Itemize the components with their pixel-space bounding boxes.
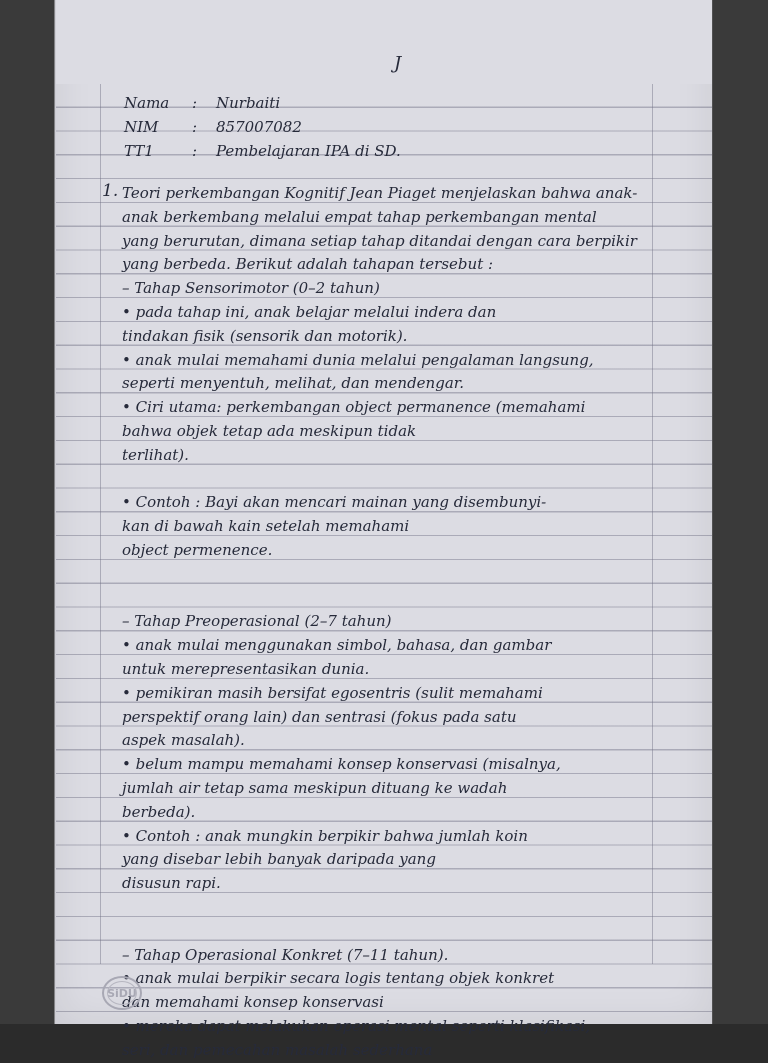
- answer-line: disusun rapi.: [122, 874, 221, 893]
- name-label: Nama: [124, 94, 170, 112]
- tt-value: Pembelajaran IPA di SD.: [216, 142, 401, 160]
- answer-line: kan di bawah kain setelah memahami: [122, 517, 410, 536]
- tt-colon: :: [192, 142, 198, 160]
- name-colon: :: [192, 94, 198, 112]
- page-top-margin: [56, 0, 712, 84]
- answer-line: – Tahap Preoperasional (2–7 tahun): [122, 612, 392, 631]
- notebook-brand-logo: [102, 976, 142, 1010]
- answer-line: Teori perkembangan Kognitif Jean Piaget menjelaskan bahwa anak-: [122, 184, 638, 202]
- answer-line: object permenence.: [122, 541, 273, 559]
- answer-line: • Ciri utama: perkembangan object permanence (memahami: [122, 398, 586, 417]
- answer-line: tindakan fisik (sensorik dan motorik).: [122, 326, 408, 345]
- answer-line: • anak mulai berpikir secara logis tentang objek konkret: [122, 969, 555, 988]
- name-value: Nurbaiti: [216, 94, 281, 112]
- answer-line: • Contoh : anak mungkin berpikir bahwa jumlah koin: [122, 826, 528, 845]
- answer-line: berbeda).: [122, 802, 196, 821]
- answer-line: yang berbeda. Berikut adalah tahapan tersebut :: [122, 255, 494, 274]
- right-margin-line: [652, 84, 653, 964]
- nim-value: 857007082: [216, 118, 302, 136]
- notebook-page: [56, 0, 712, 1059]
- nim-colon: :: [192, 118, 198, 136]
- answer-line: yang berurutan, dimana setiap tahap ditandai dengan cara berpikir: [122, 231, 637, 250]
- answer-line: seperti menyentuh, melihat, dan mendengar.: [122, 374, 465, 393]
- answer-line: • mereka dapat melakukan operasi mental seperti klasifikasi,: [122, 1017, 591, 1035]
- answer-line: • belum mampu memahami konsep konservasi (misalnya,: [122, 755, 561, 774]
- answer-line: – Tahap Operasional Konkret (7–11 tahun).: [122, 945, 449, 964]
- logo-text: SiDU: [107, 986, 137, 1000]
- question-number: 1.: [102, 181, 119, 201]
- answer-line: jumlah air tetap sama meskipun dituang ke wadah: [122, 779, 508, 797]
- answer-line: anak berkembang melalui empat tahap perkembangan mental: [122, 207, 597, 226]
- answer-line: • anak mulai memahami dunia melalui pengalaman langsung,: [122, 350, 594, 369]
- page-mark: J: [394, 53, 402, 74]
- answer-line: bahwa objek tetap ada meskipun tidak: [122, 422, 417, 440]
- answer-line: seri, dan pemecahan masalah sederhana: [122, 1040, 433, 1059]
- answer-line: aspek masalah).: [122, 731, 245, 750]
- left-margin-line: [100, 84, 101, 964]
- answer-line: dan memahami konsep konservasi: [122, 993, 384, 1012]
- answer-line: • Contoh : Bayi akan mencari mainan yang disembunyi-: [122, 493, 547, 512]
- answer-line: • pada tahap ini, anak belajar melalui indera dan: [122, 303, 497, 321]
- nim-label: NIM: [124, 118, 159, 136]
- answer-line: • anak mulai menggunakan simbol, bahasa, dan gambar: [122, 636, 552, 655]
- tt-label: TT1: [124, 142, 154, 160]
- logo-ring: [107, 981, 137, 1005]
- answer-line: untuk merepresentasikan dunia.: [122, 660, 370, 678]
- answer-line: yang disebar lebih banyak daripada yang: [122, 850, 436, 869]
- answer-line: – Tahap Sensorimotor (0–2 tahun): [122, 279, 380, 298]
- answer-line: terlihat).: [122, 445, 189, 464]
- answer-line: • pemikiran masih bersifat egosentris (sulit memahami: [122, 683, 543, 702]
- answer-line: perspektif orang lain) dan sentrasi (fokus pada satu: [122, 707, 517, 726]
